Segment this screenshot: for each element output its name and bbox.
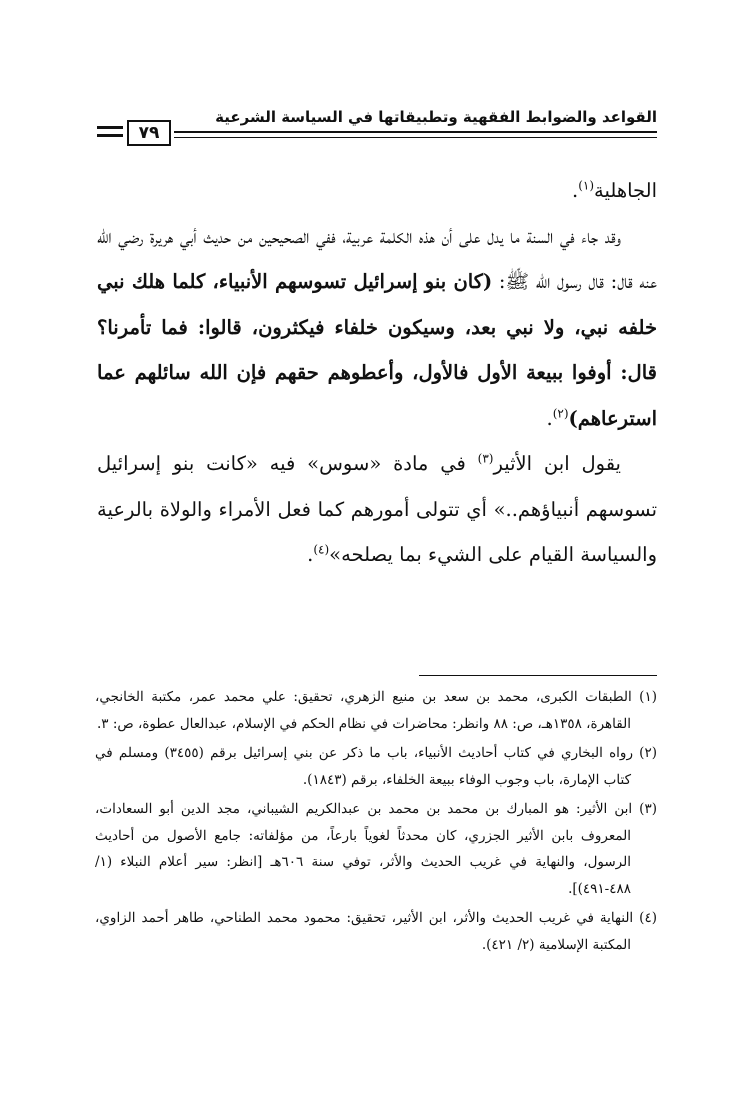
paragraph-text: في مادة «سوس» فيه «كانت بنو إسرائيل تسوسهم أنبياؤهم..» أي تتولى أمورهم كما فعل الأمراء والولاة بالرعية والسياسة القيام على الشيء بما يصلحه» xyxy=(97,452,657,566)
header-dash xyxy=(97,134,123,137)
running-title: القواعد والضوابط الفقهية وتطبيقاتها في السياسة الشرعية xyxy=(215,108,657,126)
footnote-separator xyxy=(419,675,657,676)
paragraph-0: الجاهلية$^{(١)}$. xyxy=(572,178,657,202)
hadith-quote: (كان بنو إسرائيل تسوسهم الأنبياء، كلما هلك نبي خلفه نبي، ولا نبي بعد، وسيكون خلفاء فيكثرون، قالوا: فما تأمرنا؟ قال: أوفوا ببيعة الأول فالأول، وأعطوهم حقهم فإن الله سائلهم عما استرعاهم) xyxy=(97,270,657,430)
footnote-ref: (١) xyxy=(578,178,595,193)
header-rule-thin xyxy=(174,137,657,138)
punctuation: . xyxy=(546,406,553,430)
footnote-2: (٢) رواه البخاري في كتاب أحاديث الأنبياء، باب ما ذكر عن بني إسرائيل برقم (٣٤٥٥) ومسلم في كتاب الإمارة، باب وجوب الوفاء ببيعة الخلفاء، برقم (١٨٤٣). xyxy=(95,745,657,788)
footnote-4: (٤) النهاية في غريب الحديث والأثر، ابن الأثير، تحقيق: محمود محمد الطناحي، طاهر أحمد الزاوي، المكتبة الإسلامية (٢/ ٤٢١). xyxy=(95,910,657,953)
paragraph-2 xyxy=(97,441,657,578)
footnote-3: (٣) ابن الأثير: هو المبارك بن محمد بن محمد بن عبدالكريم الشيباني، مجد الدين أبو السعادات، المعروف بابن الأثير الجزري، كان محدثاً لغوياً بارعاً، من مؤلفاته: جامع الأصول من أحاديث الرسول، والنهاية في غريب الحديث والأثر، توفي سنة ٦٠٦هـ [انظر: سير أعلام النبلاء (١/ ٤٨٨-٤٩١)]. xyxy=(95,801,657,897)
footnote-ref: (٤) xyxy=(313,542,330,557)
paragraph-1 xyxy=(97,214,657,442)
footnote-ref: (٢) xyxy=(552,406,569,420)
footnotes xyxy=(95,684,657,961)
footnote-ref: (٣) xyxy=(477,451,494,466)
paragraph-text: وقد جاء في السنة ما يدل على أن هذه الكلمة عربية، ففي الصحيحين من حديث أبي هريرة رضي الله عنه قال: قال رسول الله ﷺ: xyxy=(97,224,657,293)
paragraph-text: الجاهلية xyxy=(594,179,657,202)
page-number: ٧٩ xyxy=(127,120,171,146)
main-text xyxy=(97,168,657,578)
header-dash xyxy=(97,126,123,129)
punctuation: . xyxy=(307,543,314,566)
footnote-1: (١) الطبقات الكبرى، محمد بن سعد بن منيع الزهري، تحقيق: علي محمد عمر، مكتبة الخانجي، القاهرة، ١٣٥٨هـ، ص: ٨٨ وانظر: محاضرات في نظام الحكم في الإسلام، عبدالعال عطوة، ص: ٣. xyxy=(95,689,657,732)
header-rule xyxy=(174,131,657,133)
paragraph-text: يقول ابن الأثير xyxy=(493,452,621,475)
